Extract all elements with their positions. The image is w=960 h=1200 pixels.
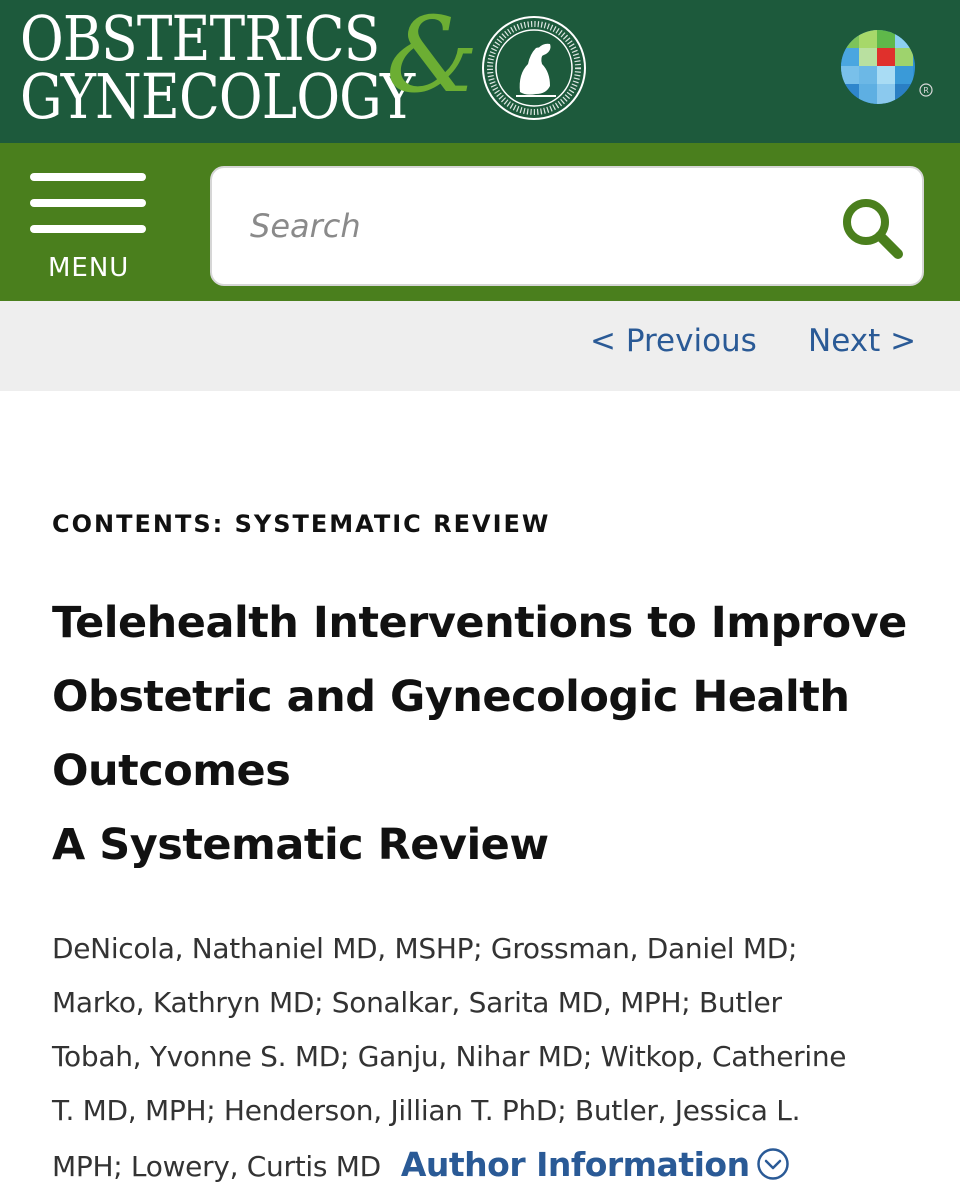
logo-line-gynecology: GYNECOLOGY <box>20 60 415 133</box>
article-category: CONTENTS: SYSTEMATIC REVIEW <box>52 510 551 538</box>
title-line: Obstetric and Gynecologic Health <box>52 672 850 722</box>
author-line: Tobah, Yvonne S. MD; Ganju, Nihar MD; Witkop, Catherine <box>52 1040 847 1073</box>
article-pager <box>0 301 960 391</box>
author-information-toggle[interactable] <box>401 1145 790 1184</box>
author-line: T. MD, MPH; Henderson, Jillian T. PhD; Butler, Jessica L. <box>52 1094 801 1127</box>
author-line: MPH; Lowery, Curtis MD <box>52 1150 381 1183</box>
author-line: Marko, Kathryn MD; Sonalkar, Sarita MD, MPH; Butler <box>52 986 782 1019</box>
navigation-bar <box>0 143 960 301</box>
author-line: DeNicola, Nathaniel MD, MSHP; Grossman, Daniel MD; <box>52 932 798 965</box>
hamburger-line-icon <box>30 199 146 207</box>
author-line-last <box>52 1138 932 1194</box>
next-article-link[interactable]: Next > <box>808 323 917 359</box>
logo-line-obstetrics: OBSTETRICS <box>20 2 380 75</box>
menu-button[interactable] <box>26 173 150 293</box>
college-seal-icon <box>480 14 588 122</box>
title-line: Telehealth Interventions to Improve <box>52 598 907 648</box>
logo-ampersand: & <box>386 0 478 116</box>
hamburger-line-icon <box>30 225 146 233</box>
publisher-logo-icon[interactable] <box>838 28 934 106</box>
masthead <box>0 0 960 143</box>
author-list <box>52 922 932 1194</box>
chevron-down-circle-icon <box>756 1147 790 1181</box>
search-box <box>210 166 924 286</box>
hamburger-line-icon <box>30 173 146 181</box>
article-title <box>52 586 932 882</box>
title-line: A Systematic Review <box>52 820 549 870</box>
search-input[interactable] <box>250 198 810 254</box>
svg-text:R: R <box>923 86 929 96</box>
menu-label: MENU <box>48 253 130 283</box>
title-line: Outcomes <box>52 746 291 796</box>
previous-article-link[interactable]: < Previous <box>590 323 757 359</box>
author-information-label: Author Information <box>400 1145 750 1184</box>
search-icon[interactable] <box>840 196 906 262</box>
